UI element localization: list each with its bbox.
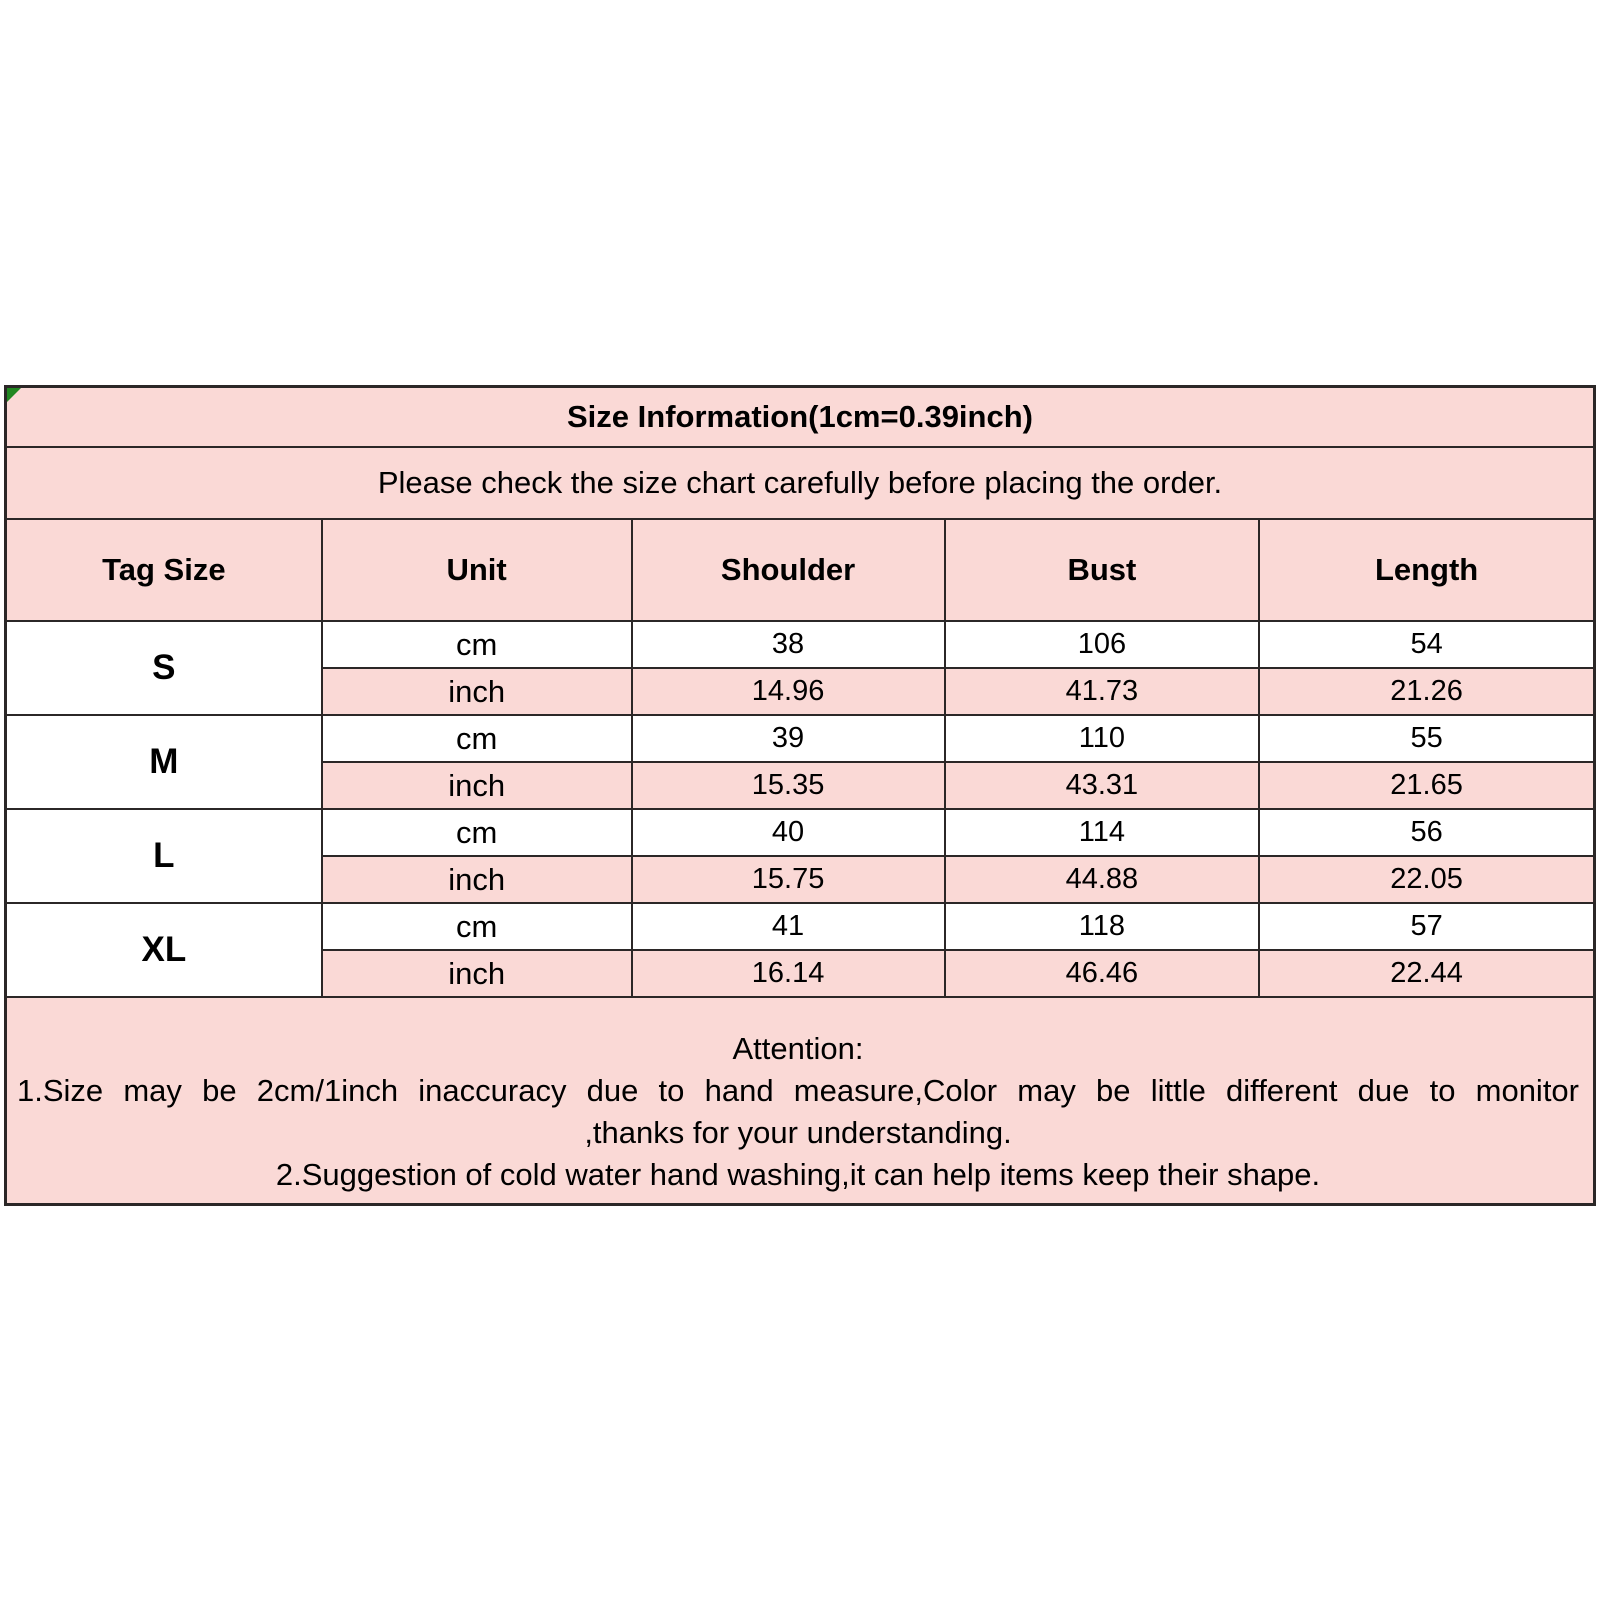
value-l-shoulder-cm: 40 [632,809,945,856]
table-row [6,903,1595,950]
title-row [6,387,1595,448]
value-l-length-inch: 22.05 [1259,856,1594,903]
value-l-bust-inch: 44.88 [945,856,1260,903]
value-xl-shoulder-inch: 16.14 [632,950,945,997]
value-xl-bust-inch: 46.46 [945,950,1260,997]
attention-line-3: 2.Suggestion of cold water hand washing,it can help items keep their shape. [275,1156,1321,1192]
attention-heading: Attention: [732,1030,864,1066]
value-xl-bust-cm: 118 [945,903,1260,950]
unit-label-cm: cm [322,715,632,762]
column-header-unit: Unit [322,519,632,621]
attention-cell [6,997,1595,1205]
column-header-shoulder: Shoulder [632,519,945,621]
value-s-bust-inch: 41.73 [945,668,1260,715]
value-m-shoulder-inch: 15.35 [632,762,945,809]
value-s-length-cm: 54 [1259,621,1594,668]
column-header-length: Length [1259,519,1594,621]
value-l-bust-cm: 114 [945,809,1260,856]
value-s-shoulder-inch: 14.96 [632,668,945,715]
value-s-shoulder-cm: 38 [632,621,945,668]
tag-size-s: S [6,621,322,715]
attention-row [6,997,1595,1205]
unit-label-inch: inch [322,856,632,903]
tag-size-xl: XL [6,903,322,997]
attention-text [7,1006,1593,1196]
value-m-shoulder-cm: 39 [632,715,945,762]
value-m-bust-inch: 43.31 [945,762,1260,809]
corner-marker-triangle-icon [7,388,21,402]
value-l-shoulder-inch: 15.75 [632,856,945,903]
column-header-tag-size: Tag Size [6,519,322,621]
value-xl-shoulder-cm: 41 [632,903,945,950]
subtitle-row [6,447,1595,519]
unit-label-inch: inch [322,950,632,997]
value-m-length-inch: 21.65 [1259,762,1594,809]
value-m-length-cm: 55 [1259,715,1594,762]
value-m-bust-cm: 110 [945,715,1260,762]
attention-line-1: 1.Size may be 2cm/1inch inaccuracy due to hand measure,Color may be little different due to monitor [17,1072,1579,1108]
value-xl-length-inch: 22.44 [1259,950,1594,997]
tag-size-l: L [6,809,322,903]
unit-label-cm: cm [322,903,632,950]
size-chart [4,385,1596,1206]
table-row [6,715,1595,762]
table-subtitle: Please check the size chart carefully before placing the order. [6,447,1595,519]
tag-size-m: M [6,715,322,809]
unit-label-inch: inch [322,668,632,715]
value-s-length-inch: 21.26 [1259,668,1594,715]
value-l-length-cm: 56 [1259,809,1594,856]
value-s-bust-cm: 106 [945,621,1260,668]
column-header-bust: Bust [945,519,1260,621]
value-xl-length-cm: 57 [1259,903,1594,950]
table-title: Size Information(1cm=0.39inch) [6,387,1595,448]
header-row [6,519,1595,621]
table-row [6,621,1595,668]
unit-label-cm: cm [322,621,632,668]
unit-label-inch: inch [322,762,632,809]
size-table [4,385,1596,1206]
table-row [6,809,1595,856]
unit-label-cm: cm [322,809,632,856]
attention-line-2: ,thanks for your understanding. [584,1114,1012,1150]
